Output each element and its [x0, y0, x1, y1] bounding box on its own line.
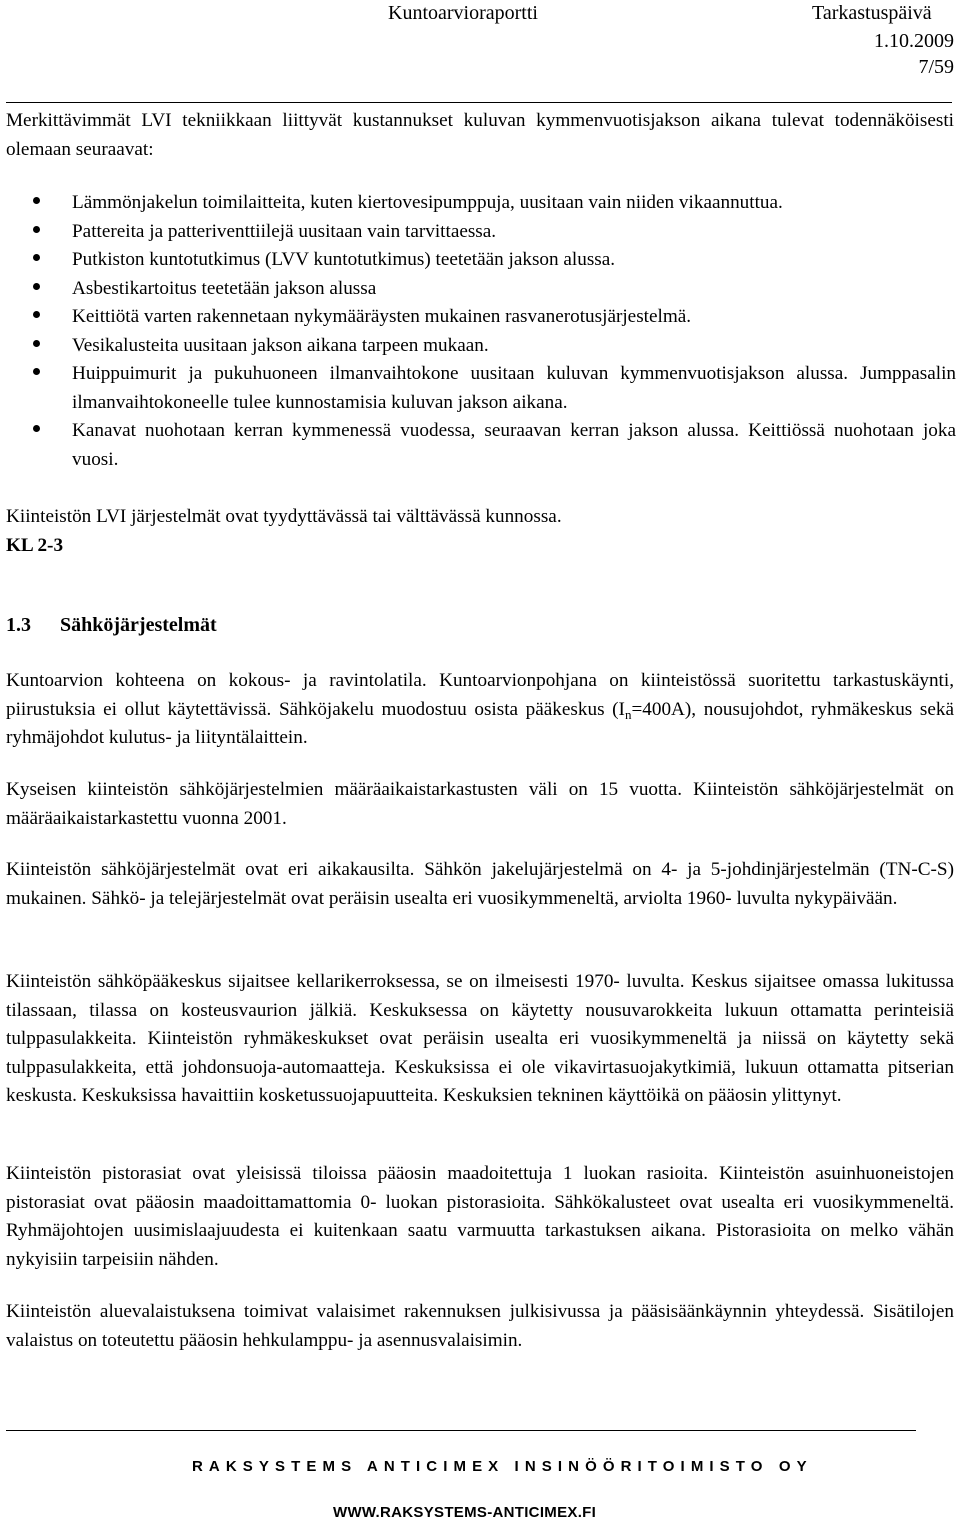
bullet-icon: [33, 425, 40, 432]
bullet-icon: [33, 197, 40, 204]
section-number: 1.3: [6, 614, 31, 636]
paragraph-system-age: Kiinteistön sähköjärjestelmät ovat eri aikakausilta. Sähkön jakelujärjestelmä on 4- ja 5-johdinjärjestelmän (TN-C-S) mukainen. Sähkö- ja telejärjestelmät ovat peräisin usealta eri vuosikymmeneltä, arviolta 1960- luvulta nykypäivään.: [6, 859, 954, 909]
bullet-icon: [33, 311, 40, 318]
footer-company: RAKSYSTEMS ANTICIMEX INSINÖÖRITOIMISTO OY: [192, 1458, 813, 1475]
intro-paragraph: Merkittävimmät LVI tekniikkaan liittyvät kustannukset kuluvan kymmenvuotisjakson aikana tulevat todennäköisesti olemaan seuraavat:: [6, 110, 954, 160]
paragraph-scope: Kuntoarvion kohteena on kokous- ja ravintolatila. Kuntoarvionpohjana on kiinteistössä suoritettu tarkastuskäynti, piirustuksia ei ollut käytettävissä. Sähköjakelu muodostuu osista pääkeskus $(I_n=400A)$, nousujohdot, ryhmäkeskus sekä ryhmäjohdot kulutus- ja liityntälaittein.: [6, 670, 954, 748]
list-item: Putkiston kuntotutkimus (LVV kuntotutkimus) teetetään jakson alussa.: [6, 246, 956, 275]
paragraph-main-switchboard: Kiinteistön sähköpääkeskus sijaitsee kellarikerroksessa, se on ilmeisesti 1970- luvulta. Keskus sijaitsee omassa lukitussa tilassaan, tilassa on kosteusvaurion jälkiä. Keskuksessa on käytetty nousuvarokkeita lukuun ottamatta perinteisiä tulppasulakkeita. Kiinteistön ryhmäkeskukset ovat peräisin usealta eri vuosikymmeneltä ja niissä on käytetty sekä tulppasulakkeita, että johdonsuoja-automaatteja. Keskuksissa ei ole vikavirtasuojakytkimiä, lukuun ottamatta pitserian keskusta. Keskuksissa havaittiin kosketussuojapuutteita. Keskuksien tekninen käyttöikä on pääosin ylittynyt.: [6, 971, 954, 1106]
section-title: Sähköjärjestelmät: [60, 614, 217, 636]
list-item: Vesikalusteita uusitaan jakson aikana tarpeen mukaan.: [6, 332, 956, 361]
bullet-icon: [33, 283, 40, 290]
paragraph-inspection-interval: Kyseisen kiinteistön sähköjärjestelmien määräaikaistarkastusten väli on 15 vuotta. Kiinteistön sähköjärjestelmät on määräaikaistarkastettu vuonna 2001.: [6, 779, 954, 829]
lvi-summary: Kiinteistön LVI järjestelmät ovat tyydyttävässä tai välttävässä kunnossa.: [6, 506, 562, 527]
paragraph-lighting: Kiinteistön aluevalaistuksena toimivat valaisimet rakennuksen julkisivussa ja pääsisäänkäynnin yhteydessä. Sisätilojen valaistus on toteutettu pääosin hehkulamppu- ja asennusvalaisimin.: [6, 1301, 954, 1351]
bullet-icon: [33, 226, 40, 233]
footer-website: WWW.RAKSYSTEMS-ANTICIMEX.FI: [333, 1504, 597, 1521]
footer-divider: [6, 1430, 916, 1431]
header-report-title: Kuntoarvioraportti: [388, 2, 538, 24]
list-item: Lämmönjakelun toimilaitteita, kuten kiertovesipumppuja, uusitaan vain niiden vikaannuttua.: [6, 189, 956, 218]
paragraph-sockets: Kiinteistön pistorasiat ovat yleisissä tiloissa pääosin maadoitettuja 1 luokan rasioita. Kiinteistön asuinhuoneistojen pistorasiat ovat pääosin maadoittamattomia 0- luokan pistorasioita. Sähkökalusteet ovat usealta eri vuosikymmeneltä. Ryhmäjohtojen uusimislaajuudesta ei kuitenkaan saatu varmuutta tarkastuksen aikana. Pistorasioita on melko vähän nykyisiin tarpeisiin nähden.: [6, 1163, 954, 1270]
bullet-icon: [33, 340, 40, 347]
page-number: 7/59: [918, 56, 954, 78]
header-date: 1.10.2009: [874, 30, 954, 52]
cost-bullet-list: [6, 189, 956, 474]
header-divider: [6, 102, 952, 103]
list-item: Huippuimurit ja pukuhuoneen ilmanvaihtokone uusitaan kuluvan kymmenvuotisjakson alussa. Jumppasalin ilmanvaihtokoneelle tulee kunnostamisia kuluvan jakson aikana.: [6, 360, 956, 417]
bullet-icon: [33, 368, 40, 375]
header-inspection-label: Tarkastuspäivä: [812, 2, 932, 24]
list-item: Keittiötä varten rakennetaan nykymääräysten mukainen rasvanerotusjärjestelmä.: [6, 303, 956, 332]
bullet-icon: [33, 254, 40, 261]
list-item: Asbestikartoitus teetetään jakson alussa: [6, 275, 956, 304]
section-heading: [6, 614, 217, 637]
list-item: Pattereita ja patteriventtiilejä uusitaan vain tarvittaessa.: [6, 218, 956, 247]
list-item: Kanavat nuohotaan kerran kymmenessä vuodessa, seuraavan kerran jakson alussa. Keittiössä nuohotaan joka vuosi.: [6, 417, 956, 474]
lvi-condition-class: KL 2-3: [6, 535, 64, 556]
